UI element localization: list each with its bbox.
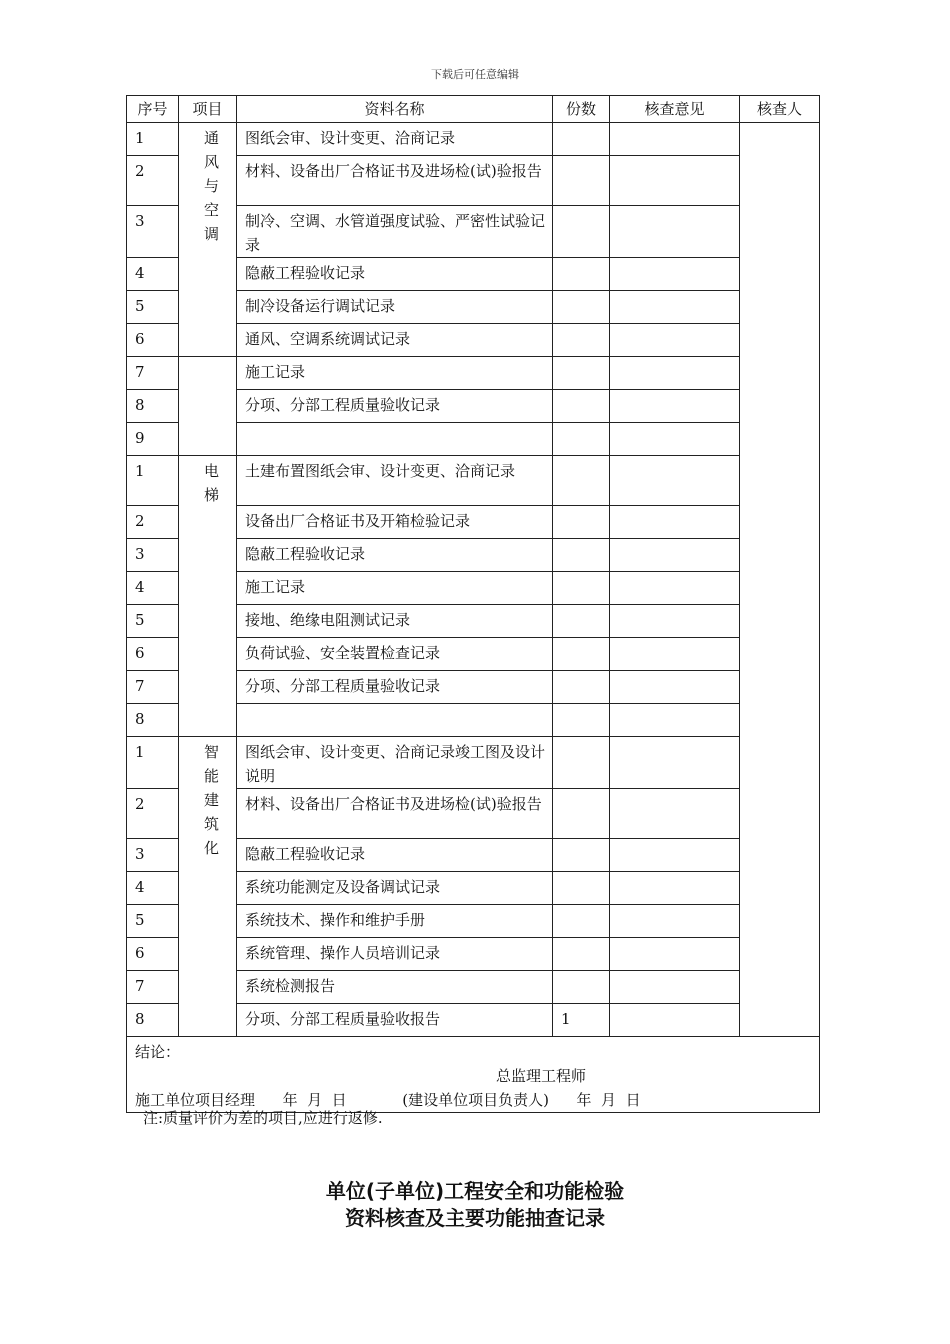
cell-seq: 8 (127, 1004, 179, 1037)
document-title (0, 1178, 950, 1232)
cell-copies (553, 704, 610, 737)
cell-doc-name: 隐蔽工程验收记录 (237, 539, 553, 572)
cell-opinion (610, 423, 740, 456)
cell-copies (553, 423, 610, 456)
table-body (127, 123, 820, 1037)
cell-copies (553, 156, 610, 206)
cell-copies (553, 123, 610, 156)
cell-doc-name: 图纸会审、设计变更、洽商记录 (237, 123, 553, 156)
table-row (127, 456, 820, 506)
cell-seq: 2 (127, 156, 179, 206)
cell-copies (553, 605, 610, 638)
cell-seq: 5 (127, 291, 179, 324)
cell-copies (553, 258, 610, 291)
header-item: 项目 (179, 96, 237, 123)
conclusion-cell (127, 1037, 820, 1113)
cell-opinion (610, 839, 740, 872)
cell-copies (553, 456, 610, 506)
cell-item (179, 737, 237, 1037)
cell-opinion (610, 324, 740, 357)
cell-doc-name: 施工记录 (237, 357, 553, 390)
cell-doc-name: 图纸会审、设计变更、洽商记录竣工图及设计说明 (237, 737, 553, 789)
cell-seq: 3 (127, 839, 179, 872)
title-line-1: 单位(子单位)工程安全和功能检验 (325, 1179, 625, 1203)
cell-seq: 8 (127, 390, 179, 423)
cell-opinion (610, 737, 740, 789)
cell-doc-name: 设备出厂合格证书及开箱检验记录 (237, 506, 553, 539)
cell-opinion (610, 456, 740, 506)
item-char: 筑 (203, 815, 219, 833)
note-text: 注:质量评价为差的项目,应进行返修. (143, 1109, 383, 1127)
cell-copies (553, 872, 610, 905)
cell-doc-name: 材料、设备出厂合格证书及进场检(试)验报告 (237, 156, 553, 206)
item-char: 通 (203, 129, 219, 147)
cell-copies: 1 (553, 1004, 610, 1037)
chief-supervisor-label: 总监理工程师 (496, 1067, 587, 1085)
cell-opinion (610, 357, 740, 390)
cell-opinion (610, 291, 740, 324)
cell-seq: 4 (127, 872, 179, 905)
cell-seq: 7 (127, 971, 179, 1004)
cell-doc-name: 分项、分部工程质量验收记录 (237, 671, 553, 704)
date-1: 年 月 日 (282, 1091, 347, 1109)
cell-seq: 7 (127, 357, 179, 390)
table-row (127, 737, 820, 789)
cell-seq: 9 (127, 423, 179, 456)
cell-opinion (610, 539, 740, 572)
cell-doc-name: 系统检测报告 (237, 971, 553, 1004)
cell-doc-name: 隐蔽工程验收记录 (237, 839, 553, 872)
cell-copies (553, 572, 610, 605)
cell-item (179, 123, 237, 357)
cell-seq: 4 (127, 258, 179, 291)
table-header-row (127, 96, 820, 123)
cell-doc-name: 材料、设备出厂合格证书及进场检(试)验报告 (237, 789, 553, 839)
watermark-text: 下载后可任意编辑 (431, 68, 519, 81)
cell-doc-name: 土建布置图纸会审、设计变更、洽商记录 (237, 456, 553, 506)
cell-copies (553, 789, 610, 839)
item-char: 调 (203, 225, 219, 243)
cell-copies (553, 390, 610, 423)
header-checker: 核查人 (740, 96, 820, 123)
cell-seq: 2 (127, 789, 179, 839)
cell-doc-name: 负荷试验、安全装置检查记录 (237, 638, 553, 671)
cell-seq: 8 (127, 704, 179, 737)
cell-copies (553, 839, 610, 872)
cell-seq: 2 (127, 506, 179, 539)
cell-doc-name: 系统管理、操作人员培训记录 (237, 938, 553, 971)
cell-doc-name: 制冷设备运行调试记录 (237, 291, 553, 324)
item-char: 梯 (203, 486, 219, 504)
cell-seq: 6 (127, 324, 179, 357)
cell-opinion (610, 872, 740, 905)
cell-item (179, 357, 237, 456)
cell-opinion (610, 671, 740, 704)
cell-checker (740, 123, 820, 1037)
item-char: 智 (203, 743, 219, 761)
cell-seq: 6 (127, 938, 179, 971)
cell-seq: 1 (127, 456, 179, 506)
cell-copies (553, 971, 610, 1004)
cell-seq: 5 (127, 605, 179, 638)
cell-doc-name: 通风、空调系统调试记录 (237, 324, 553, 357)
cell-opinion (610, 258, 740, 291)
cell-copies (553, 638, 610, 671)
cell-copies (553, 938, 610, 971)
cell-doc-name: 系统功能测定及设备调试记录 (237, 872, 553, 905)
cell-copies (553, 671, 610, 704)
header-opinion: 核查意见 (610, 96, 740, 123)
cell-copies (553, 206, 610, 258)
header-seq: 序号 (127, 96, 179, 123)
cell-opinion (610, 156, 740, 206)
item-char: 与 (203, 177, 219, 195)
cell-doc-name: 接地、绝缘电阻测试记录 (237, 605, 553, 638)
cell-seq: 3 (127, 206, 179, 258)
cell-doc-name: 隐蔽工程验收记录 (237, 258, 553, 291)
cell-seq: 3 (127, 539, 179, 572)
header-doc-name: 资料名称 (237, 96, 553, 123)
owner-rep-label: (建设单位项目负责人) (402, 1091, 549, 1109)
cell-copies (553, 737, 610, 789)
cell-opinion (610, 789, 740, 839)
conclusion-label: 结论： (135, 1043, 181, 1061)
cell-opinion (610, 390, 740, 423)
cell-doc-name: 系统技术、操作和维护手册 (237, 905, 553, 938)
cell-opinion (610, 971, 740, 1004)
item-char: 化 (203, 839, 219, 857)
cell-opinion (610, 704, 740, 737)
header-copies: 份数 (553, 96, 610, 123)
item-char: 空 (203, 201, 219, 219)
cell-opinion (610, 605, 740, 638)
cell-copies (553, 324, 610, 357)
item-char: 风 (203, 153, 219, 171)
cell-seq: 7 (127, 671, 179, 704)
cell-doc-name: 施工记录 (237, 572, 553, 605)
cell-copies (553, 539, 610, 572)
cell-doc-name: 分项、分部工程质量验收报告 (237, 1004, 553, 1037)
cell-doc-name: 制冷、空调、水管道强度试验、严密性试验记录 (237, 206, 553, 258)
cell-copies (553, 291, 610, 324)
date-2: 年 月 日 (576, 1091, 641, 1109)
contractor-manager-label: 施工单位项目经理 (135, 1091, 256, 1109)
cell-opinion (610, 905, 740, 938)
cell-seq: 1 (127, 123, 179, 156)
cell-opinion (610, 206, 740, 258)
cell-doc-name (237, 423, 553, 456)
cell-opinion (610, 1004, 740, 1037)
cell-seq: 1 (127, 737, 179, 789)
cell-opinion (610, 572, 740, 605)
item-char: 建 (203, 791, 219, 809)
cell-opinion (610, 123, 740, 156)
inspection-record-table (126, 95, 820, 1113)
cell-seq: 5 (127, 905, 179, 938)
item-char: 电 (203, 462, 219, 480)
conclusion-row (127, 1037, 820, 1113)
cell-opinion (610, 938, 740, 971)
title-line-2: 资料核查及主要功能抽查记录 (345, 1206, 605, 1230)
table-row (127, 357, 820, 390)
cell-copies (553, 506, 610, 539)
cell-seq: 6 (127, 638, 179, 671)
cell-item (179, 456, 237, 737)
cell-copies (553, 357, 610, 390)
cell-opinion (610, 638, 740, 671)
cell-doc-name (237, 704, 553, 737)
cell-doc-name: 分项、分部工程质量验收记录 (237, 390, 553, 423)
item-char: 能 (203, 767, 219, 785)
cell-seq: 4 (127, 572, 179, 605)
cell-opinion (610, 506, 740, 539)
cell-copies (553, 905, 610, 938)
table-row (127, 123, 820, 156)
